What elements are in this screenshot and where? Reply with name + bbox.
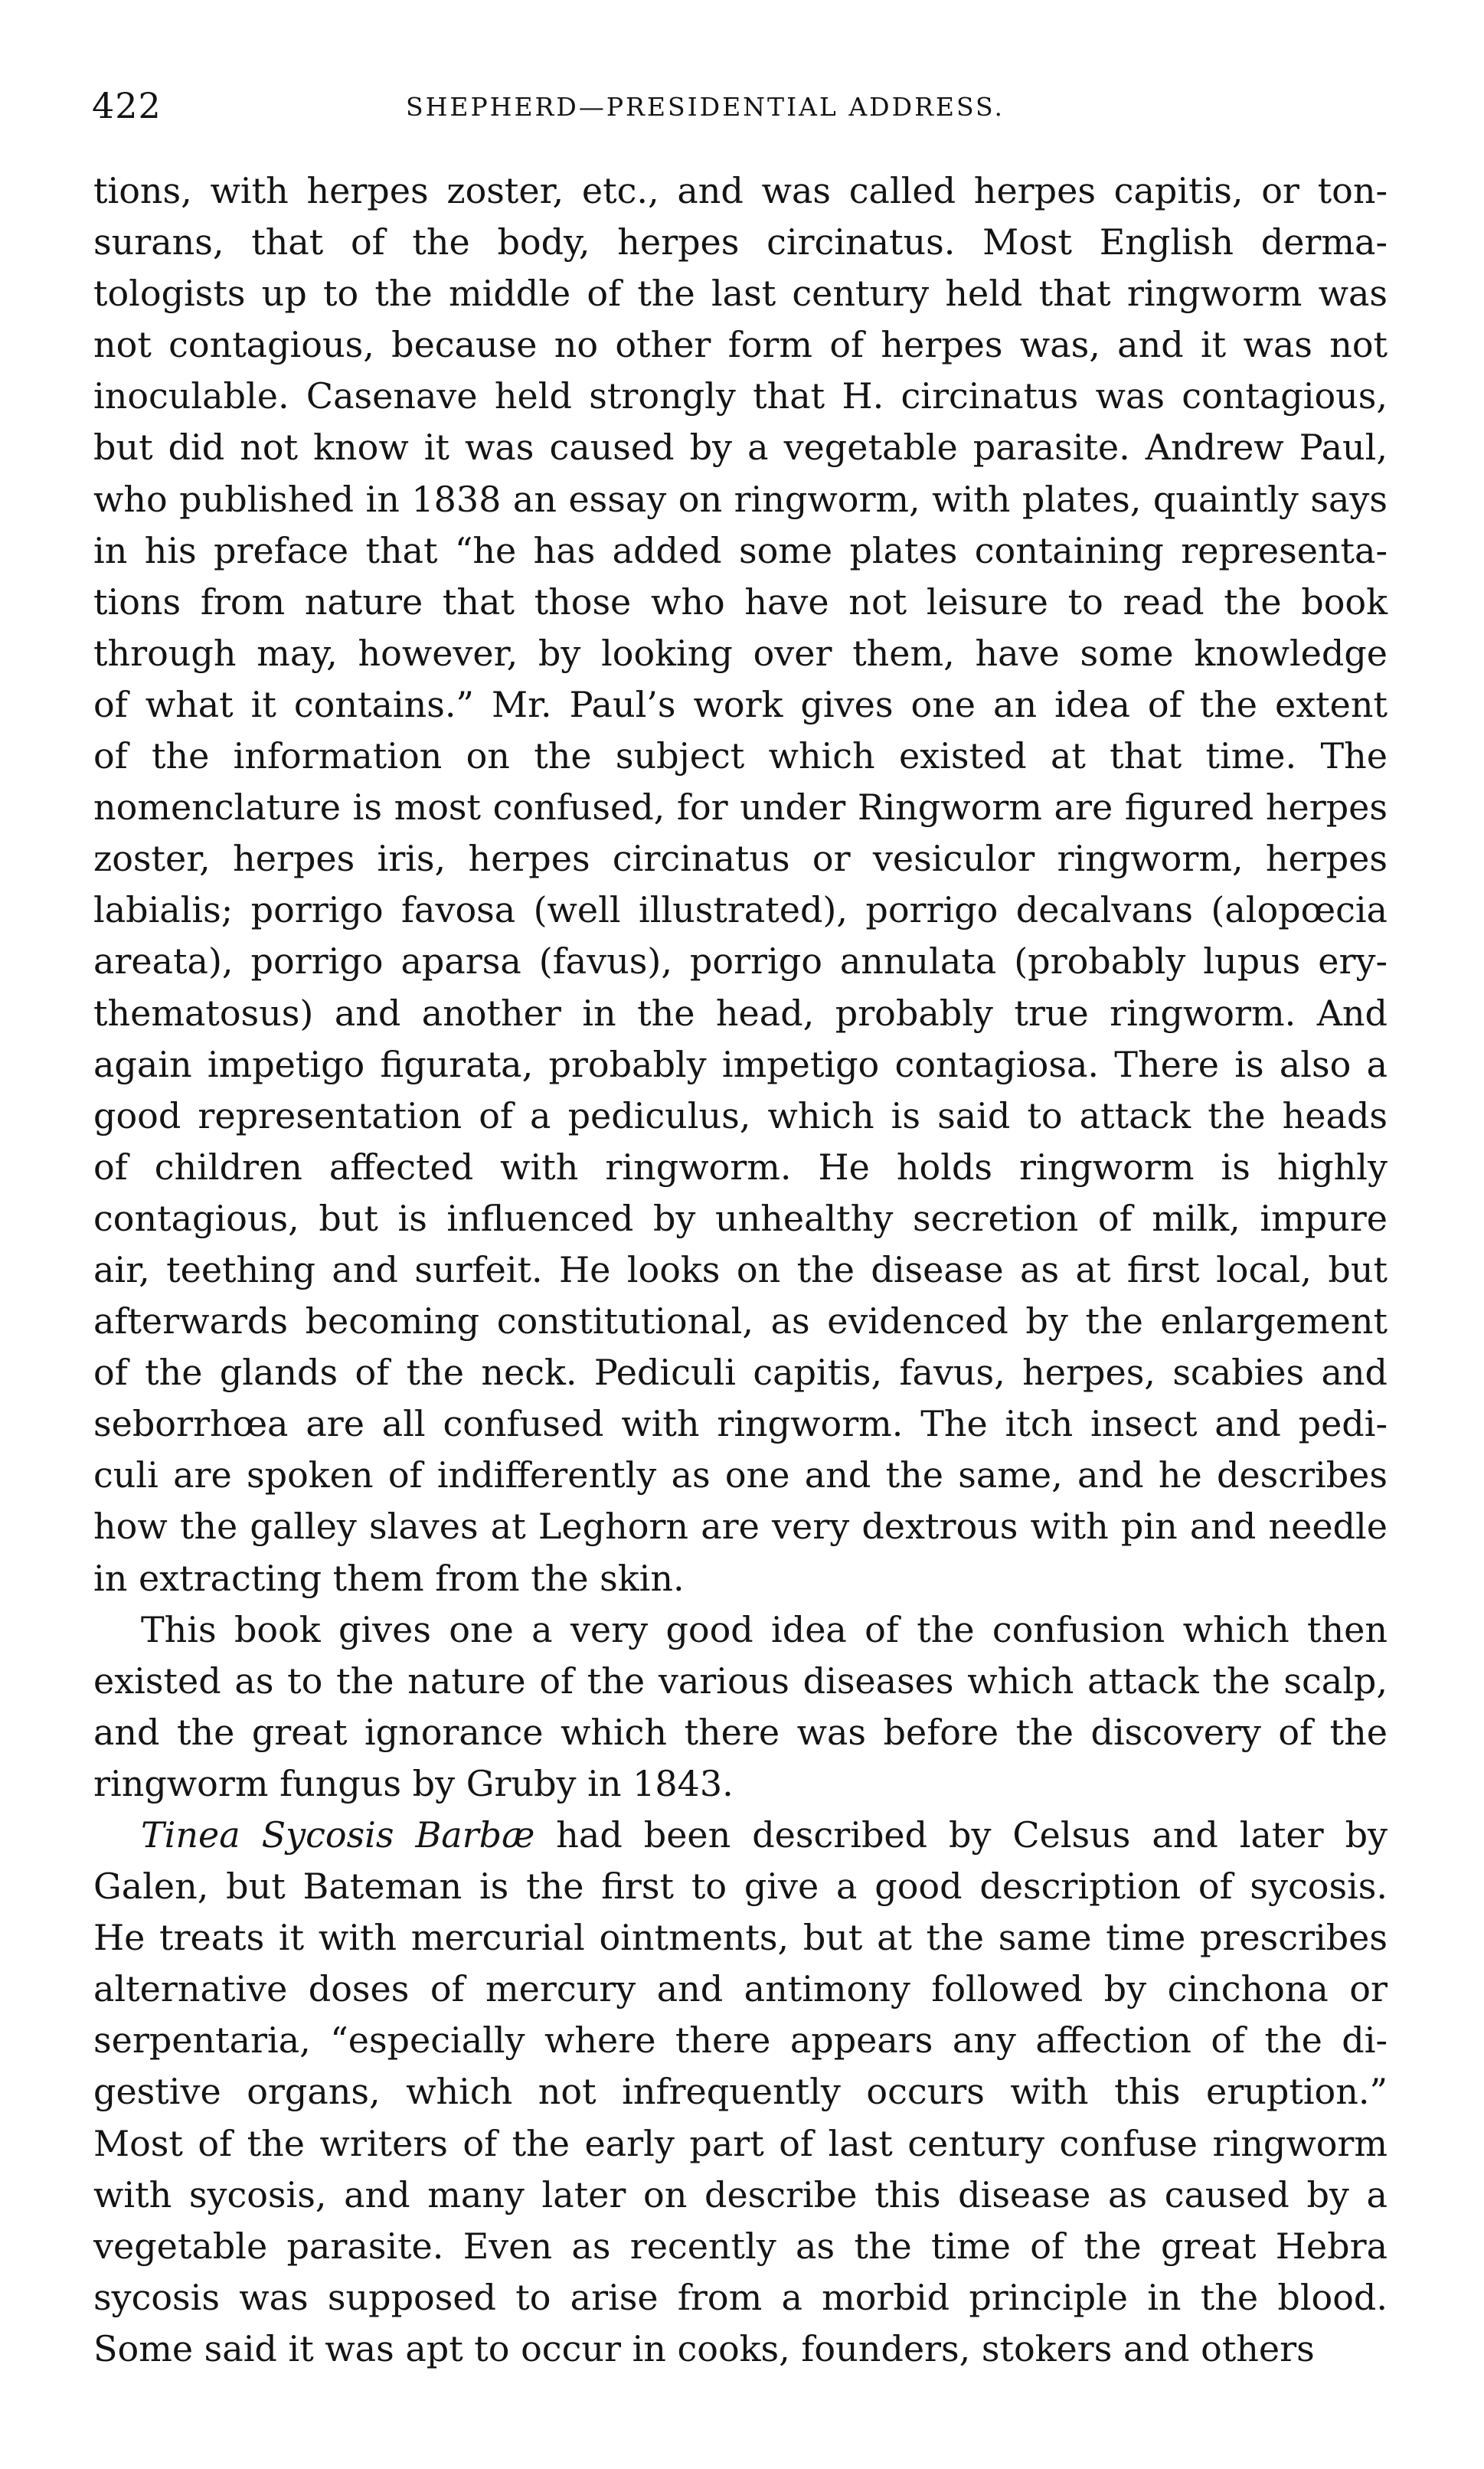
text-line: of what it contains.” Mr. Paul’s work gives one an idea of the extent xyxy=(93,683,1388,725)
text-line: tions, with herpes zoster, etc., and was called herpes capitis, or ton- xyxy=(93,170,1388,211)
text-line: in extracting them from the skin. xyxy=(93,1557,685,1599)
text-line: through may, however, by looking over them, have some knowledge xyxy=(93,632,1388,674)
text-line: in his preface that “he has added some plates containing representa- xyxy=(93,529,1388,571)
text-line xyxy=(93,1810,1388,1861)
text-line: and the great ignorance which there was before the discovery of the xyxy=(93,1711,1388,1753)
text-line: gestive organs, which not infrequently occurs with this eruption.” xyxy=(93,2071,1388,2113)
text-line: tologists up to the middle of the last century held that ringworm was xyxy=(93,273,1388,315)
text-line: contagious, but is influenced by unhealthy secretion of milk, impure xyxy=(93,1197,1388,1239)
line-text: had been described by Celsus and later by xyxy=(534,1814,1388,1856)
page-number: 422 xyxy=(92,85,162,126)
text-line: seborrhœa are all confused with ringworm. The itch insect and pedi- xyxy=(93,1403,1388,1445)
text-line: areata), porrigo aparsa (favus), porrigo annulata (probably lupus ery- xyxy=(93,940,1388,983)
text-line: Some said it was apt to occur in cooks, founders, stokers and others xyxy=(93,2327,1315,2369)
text-line: Galen, but Bateman is the first to give a good description of sycosis. xyxy=(93,1866,1388,1908)
text-line: with sycosis, and many later on describe this disease as caused by a xyxy=(93,2173,1388,2216)
text-line: who published in 1838 an essay on ringworm, with plates, quaintly says xyxy=(93,478,1388,520)
text-line: ringworm fungus by Gruby in 1843. xyxy=(93,1762,734,1804)
text-line: labialis; porrigo favosa (well illustrated), porrigo decalvans (alopœcia xyxy=(93,889,1388,931)
paragraph xyxy=(93,1810,1388,2375)
text-line: of the glands of the neck. Pediculi capitis, favus, herpes, scabies and xyxy=(93,1352,1388,1394)
text-line: of the information on the subject which existed at that time. The xyxy=(93,735,1388,777)
text-line: This book gives one a very good idea of the confusion which then xyxy=(141,1608,1388,1650)
text-line: surans, that of the body, herpes circinatus. Most English derma- xyxy=(93,221,1388,263)
text-line: nomenclature is most confused, for under Ringworm are figured herpes xyxy=(93,786,1388,829)
text-line: but did not know it was caused by a vegetable parasite. Andrew Paul, xyxy=(93,427,1388,469)
text-line: thematosus) and another in the head, probably true ringworm. And xyxy=(93,992,1388,1034)
text-line: afterwards becoming constitutional, as evidenced by the enlargement xyxy=(93,1300,1388,1342)
paragraph xyxy=(93,165,1388,1604)
italic-heading: Tinea Sycosis Barbæ xyxy=(141,1814,535,1856)
body-text xyxy=(93,165,1388,2375)
text-line: vegetable parasite. Even as recently as the time of the great Hebra xyxy=(93,2225,1388,2267)
running-title: SHEPHERD—PRESIDENTIAL ADDRESS. xyxy=(406,92,1005,122)
text-line: He treats it with mercurial ointments, but at the same time prescribes xyxy=(93,1917,1388,1959)
running-header xyxy=(92,83,1394,129)
text-line: not contagious, because no other form of herpes was, and it was not xyxy=(93,324,1388,366)
paragraph xyxy=(93,1604,1388,1810)
text-line: zoster, herpes iris, herpes circinatus or vesiculor ringworm, herpes xyxy=(93,838,1388,880)
text-line: sycosis was supposed to arise from a morbid principle in the blood. xyxy=(93,2276,1388,2318)
text-line: Most of the writers of the early part of last century confuse ringworm xyxy=(93,2122,1388,2164)
text-line: inoculable. Casenave held strongly that H. circinatus was contagious, xyxy=(93,375,1388,417)
text-line: how the galley slaves at Leghorn are very dextrous with pin and needle xyxy=(93,1506,1388,1548)
text-line: good representation of a pediculus, which is said to attack the heads xyxy=(93,1094,1388,1136)
text-line: air, teething and surfeit. He looks on the disease as at first local, but xyxy=(93,1248,1388,1290)
text-line: again impetigo figurata, probably impetigo contagiosa. There is also a xyxy=(93,1043,1388,1085)
text-line: existed as to the nature of the various diseases which attack the scalp, xyxy=(93,1660,1388,1702)
text-line: serpentaria, “especially where there appears any affection of the di- xyxy=(93,2019,1388,2062)
text-line: alternative doses of mercury and antimony followed by cinchona or xyxy=(93,1968,1388,2010)
text-line: culi are spoken of indifferently as one and the same, and he describes xyxy=(93,1454,1388,1496)
text-line: tions from nature that those who have not leisure to read the book xyxy=(93,580,1388,623)
text-line: of children affected with ringworm. He holds ringworm is highly xyxy=(93,1146,1388,1188)
